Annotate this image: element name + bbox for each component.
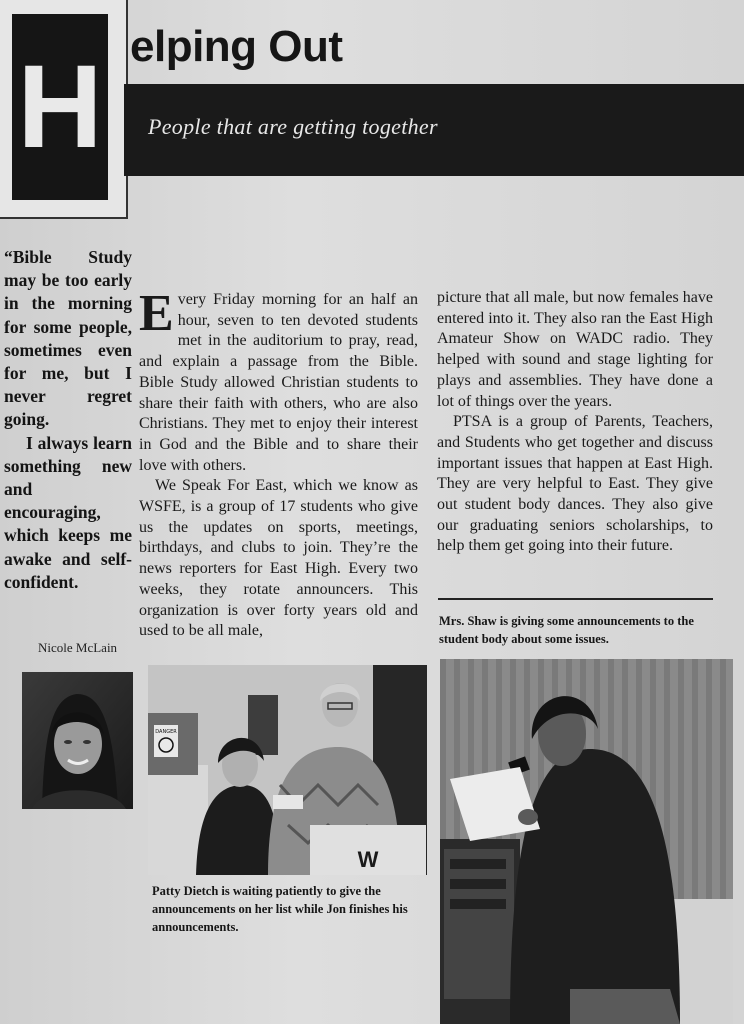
podium-letter: W <box>357 847 379 872</box>
caption-mrs-shaw: Mrs. Shaw is giving some announcements to the student body about some issues. <box>439 614 694 646</box>
article-paragraph-2: We Speak For East, which we know as WSFE, is a group of 17 students who give us the updates on sports, meetings, birthdays, and clubs to join. They’re the news reporters for East High. Every two weeks, they rotate announcers. This organization is over forty years old and used to be all male, <box>139 477 418 640</box>
pull-quote-paragraph-1: “Bible Study may be too early in the morning for some people, sometimes even for me, but I never regret going. <box>4 247 132 430</box>
pull-quote-author: Nicole McLain <box>38 640 118 655</box>
caption-divider <box>438 598 713 600</box>
headline-drop-letter-box <box>0 0 128 219</box>
article-drop-cap: E <box>139 285 174 342</box>
page-subtitle: People that are getting together <box>148 114 438 139</box>
article-paragraph-1-text: very Friday morning for an half an hour, seven to ten devoted students met in the auditorium to pray, read, and explain a passage from the Bible. Bible Study allowed Christian students to share their faith with others, who are also Christians. They met to enjoy their interest in God and the Bible and to share their love with others. <box>139 291 418 474</box>
photo-patty-and-jon <box>148 665 427 875</box>
article-paragraph <box>139 285 418 476</box>
article-paragraph-4: PTSA is a group of Parents, Teachers, and Students who get together and discuss important issues that happen at East High. They are very helpful to East. They give out student body dances. They also give our graduating seniors scholarships, to help them get going into their future. <box>437 413 713 555</box>
headline-drop-letter-panel <box>12 14 108 200</box>
page-title: elping Out <box>130 22 343 71</box>
subtitle-banner <box>124 84 744 176</box>
caption-patty-dietch: Patty Dietch is waiting patiently to give the announcements on her list while Jon finishes his announcements. <box>152 884 408 934</box>
pull-quote-paragraph-2: I always learn something new and encouraging, which keeps me awake and self-confident. <box>4 432 132 592</box>
article-paragraph-3: picture that all male, but now females have entered into it. They also ran the East High Amateur Show on WADC radio. They helped with sound and stage lighting for plays and assemblies. They have done a lot of things over the years. <box>437 289 713 410</box>
pull-quote <box>4 246 132 594</box>
article-column-1 <box>139 285 418 642</box>
danger-sign-text: DANGER <box>155 729 177 735</box>
photo-mrs-shaw <box>440 659 733 1024</box>
headline-drop-letter: H <box>17 41 103 173</box>
photo-nicole-portrait <box>22 672 133 809</box>
article-column-2 <box>437 288 713 557</box>
